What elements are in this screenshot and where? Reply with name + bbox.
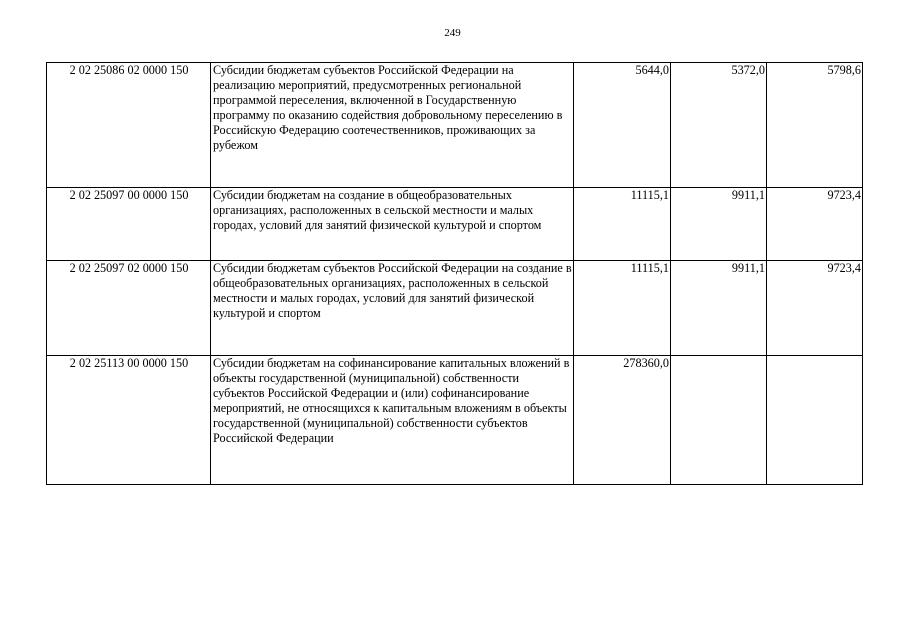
- table-row: [47, 261, 863, 356]
- row-value-1: 11115,1: [574, 188, 671, 261]
- row-value-2: [671, 356, 767, 485]
- row-value-3: 9723,4: [767, 261, 863, 356]
- row-value-2: 5372,0: [671, 63, 767, 188]
- row-value-1: 11115,1: [574, 261, 671, 356]
- row-name: Субсидии бюджетам на создание в общеобразовательных организациях, расположенных в сельской местности и малых городах, условий для занятий физической культурой и спортом: [211, 188, 574, 261]
- page-number: 249: [444, 27, 461, 39]
- table-row: [47, 356, 863, 485]
- row-code: 2 02 25113 00 0000 150: [47, 356, 211, 485]
- table-row: [47, 188, 863, 261]
- row-code: 2 02 25086 02 0000 150: [47, 63, 211, 188]
- table-row: [47, 63, 863, 188]
- row-value-3: 9723,4: [767, 188, 863, 261]
- row-name: Субсидии бюджетам субъектов Российской Федерации на создание в общеобразовательных организациях, расположенных в сельской местности и малых городах, условий для занятий физической культурой и спортом: [211, 261, 574, 356]
- row-value-2: 9911,1: [671, 261, 767, 356]
- row-value-1: 5644,0: [574, 63, 671, 188]
- row-name: Субсидии бюджетам на софинансирование капитальных вложений в объекты государственной (муниципальной) собственности субъектов Российской Федерации и (или) софинансирование мероприятий, не относящихся к капитальным вложениям в объекты государственной (муниципальной) собственности субъектов Российской Федерации: [211, 356, 574, 485]
- row-value-3: 5798,6: [767, 63, 863, 188]
- row-code: 2 02 25097 02 0000 150: [47, 261, 211, 356]
- row-value-1: 278360,0: [574, 356, 671, 485]
- row-name: Субсидии бюджетам субъектов Российской Федерации на реализацию мероприятий, предусмотренных региональной программой переселения, включенной в Государственную программу по оказанию содействия добровольному переселению в Российскую Федерацию соотечественников, проживающих за рубежом: [211, 63, 574, 188]
- row-code: 2 02 25097 00 0000 150: [47, 188, 211, 261]
- row-value-2: 9911,1: [671, 188, 767, 261]
- row-value-3: [767, 356, 863, 485]
- budget-table: [46, 62, 863, 485]
